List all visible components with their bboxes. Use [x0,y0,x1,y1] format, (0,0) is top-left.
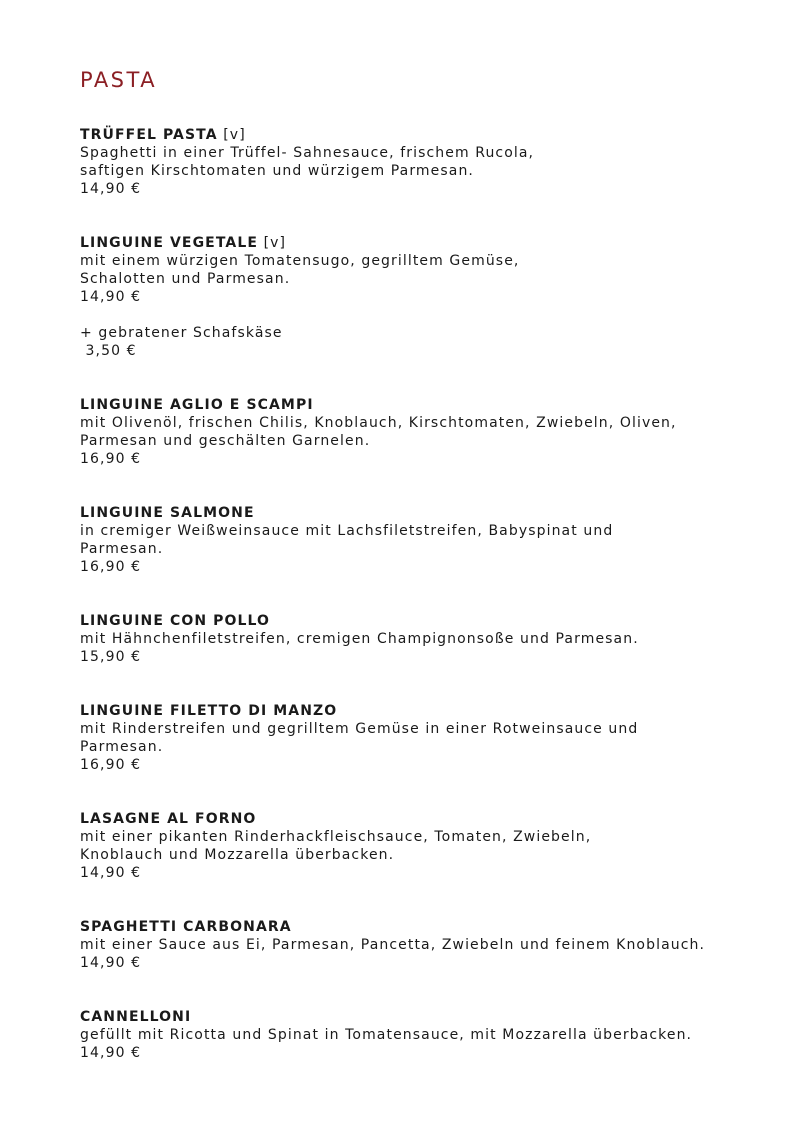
item-price: 14,90 € [80,865,142,881]
item-heading [80,918,760,936]
item-description-line: saftigen Kirschtomaten und würzigem Parmesan. [80,163,474,179]
item-description-line: mit Rinderstreifen und gegrilltem Gemüse in einer Rotweinsauce und [80,721,639,737]
item-description-line: Spaghetti in einer Trüffel- Sahnesauce, frischem Rucola, [80,145,535,161]
item-price: 14,90 € [80,181,142,197]
menu-item-linguine-filetto-di-manzo [80,702,760,774]
item-price: 16,90 € [80,451,142,467]
item-heading [80,396,760,414]
extra-price: 3,50 € [80,343,137,359]
menu-item-spaghetti-carbonara [80,918,760,972]
item-heading [80,504,760,522]
vegetarian-tag: [v] [263,235,287,251]
item-name: LASAGNE AL FORNO [80,811,257,827]
item-description-line: mit einer Sauce aus Ei, Parmesan, Pancetta, Zwiebeln und feinem Knoblauch. [80,937,706,953]
item-description-line: Parmesan. [80,541,164,557]
item-price: 14,90 € [80,1045,142,1061]
menu-item-linguine-vegetale [80,234,760,306]
item-price: 14,90 € [80,955,142,971]
item-heading [80,1008,760,1026]
page-title: PASTA [80,68,158,92]
item-description-line: mit einer pikanten Rinderhackfleischsauce, Tomaten, Zwiebeln, [80,829,592,845]
vegetarian-tag: [v] [223,127,246,143]
item-name: LINGUINE AGLIO E SCAMPI [80,397,314,413]
item-heading [80,234,760,252]
item-description-line: Parmesan. [80,739,164,755]
item-name: LINGUINE FILETTO DI MANZO [80,703,338,719]
item-name: TRÜFFEL PASTA [80,127,218,143]
menu-item-trueffel-pasta [80,126,760,198]
menu-item-extra-schafskaese [80,324,760,360]
item-description-line: in cremiger Weißweinsauce mit Lachsfiletstreifen, Babyspinat und [80,523,614,539]
item-name: LINGUINE SALMONE [80,505,255,521]
item-price: 16,90 € [80,559,142,575]
item-name: LINGUINE CON POLLO [80,613,271,629]
menu-item-linguine-salmone [80,504,760,576]
item-heading [80,702,760,720]
item-description-line: mit einem würzigen Tomatensugo, gegrilltem Gemüse, [80,253,520,269]
item-description-line: mit Hähnchenfiletstreifen, cremigen Champignonsoße und Parmesan. [80,631,639,647]
extra-label: + gebratener Schafskäse [80,325,283,341]
item-heading [80,810,760,828]
item-name: SPAGHETTI CARBONARA [80,919,292,935]
item-description-line: Schalotten und Parmesan. [80,271,291,287]
menu-item-linguine-con-pollo [80,612,760,666]
item-name: LINGUINE VEGETALE [80,235,259,251]
menu-item-linguine-aglio-e-scampi [80,396,760,468]
item-description-line: mit Olivenöl, frischen Chilis, Knoblauch, Kirschtomaten, Zwiebeln, Oliven, [80,415,677,431]
item-name: CANNELLONI [80,1009,192,1025]
menu-item-lasagne-al-forno [80,810,760,882]
item-heading [80,126,760,144]
item-heading [80,612,760,630]
item-price: 16,90 € [80,757,142,773]
item-description-line: Parmesan und geschälten Garnelen. [80,433,371,449]
menu-item-cannelloni [80,1008,760,1062]
item-description-line: Knoblauch und Mozzarella überbacken. [80,847,395,863]
item-description-line: gefüllt mit Ricotta und Spinat in Tomatensauce, mit Mozzarella überbacken. [80,1027,693,1043]
item-price: 14,90 € [80,289,142,305]
item-price: 15,90 € [80,649,142,665]
